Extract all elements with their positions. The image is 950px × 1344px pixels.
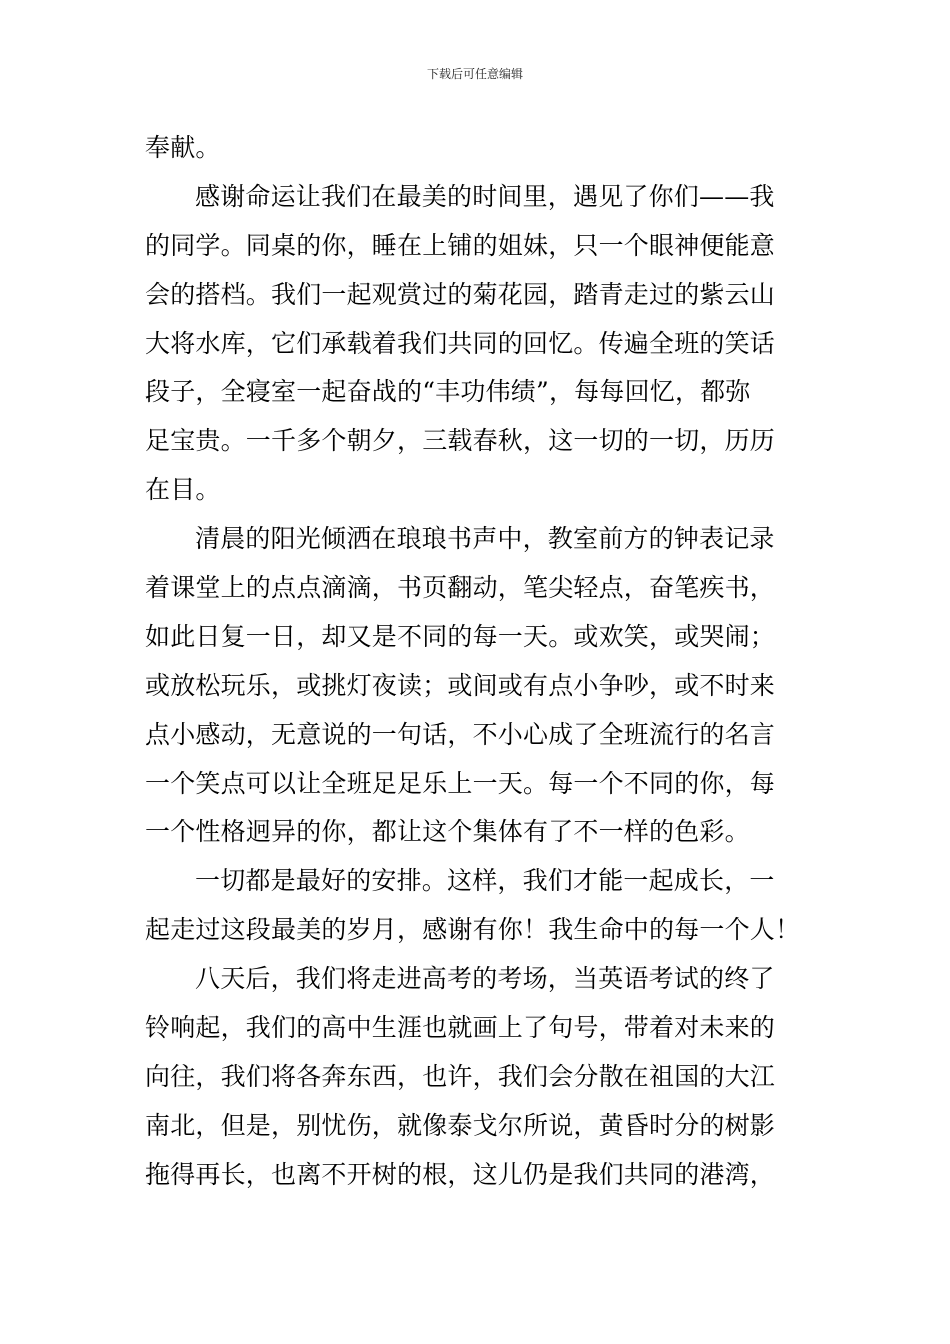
text-line: 清晨的阳光倾洒在琅琅书声中，教室前方的钟表记录	[195, 524, 775, 554]
text-line: 拖得再长，也离不开树的根，这儿仍是我们共同的港湾，	[145, 1159, 776, 1189]
page-header-note: 下载后可任意编辑	[426, 67, 523, 81]
text-line: 奉献。	[145, 133, 221, 162]
text-line: 向往，我们将各奔东西，也许，我们会分散在祖国的大江	[145, 1061, 776, 1091]
text-line: 一个笑点可以让全班足足乐上一天。每一个不同的你，每	[145, 768, 776, 798]
text-line: 会的搭档。我们一起观赏过的菊花园，踏青走过的紫云山	[145, 279, 776, 309]
text-line: 段子，全寝室一起奋战的“丰功伟绩”，每每回忆，都弥	[145, 377, 751, 407]
text-line: 南北，但是，别忧伤，就像泰戈尔所说，黄昏时分的树影	[145, 1110, 776, 1140]
text-line: 如此日复一日，却又是不同的每一天。或欢笑，或哭闹；	[145, 621, 776, 651]
text-line: 点小感动，无意说的一句话，不小心成了全班流行的名言	[145, 719, 776, 749]
text-line: 一切都是最好的安排。这样，我们才能一起成长，一	[195, 866, 775, 896]
text-line: 起走过这段最美的岁月，感谢有你！我生命中的每一个人！	[145, 915, 801, 945]
text-line: 的同学。同桌的你，睡在上铺的姐妹，只一个眼神便能意	[145, 230, 776, 260]
paragraph	[145, 857, 805, 955]
text-line: 足宝贵。一千多个朝夕，三载春秋，这一切的一切，历历	[145, 426, 776, 456]
document-body	[145, 124, 805, 1200]
text-line: 大将水库，它们承载着我们共同的回忆。传遍全班的笑话	[145, 328, 776, 358]
text-line: 着课堂上的点点滴滴，书页翻动，笔尖轻点，奋笔疾书，	[145, 573, 776, 603]
text-line: 或放松玩乐，或挑灯夜读；或间或有点小争吵，或不时来	[145, 670, 776, 700]
paragraph	[145, 173, 805, 515]
paragraph	[145, 515, 805, 857]
text-line: 八天后，我们将走进高考的考场，当英语考试的终了	[195, 964, 775, 994]
text-line: 在目。	[145, 475, 221, 505]
text-line: 一个性格迥异的你，都让这个集体有了不一样的色彩。	[145, 817, 750, 847]
text-line: 感谢命运让我们在最美的时间里，遇见了你们——我	[195, 181, 775, 211]
text-line: 铃响起，我们的高中生涯也就画上了句号，带着对未来的	[145, 1013, 776, 1043]
paragraph	[145, 955, 805, 1199]
paragraph	[145, 124, 805, 173]
